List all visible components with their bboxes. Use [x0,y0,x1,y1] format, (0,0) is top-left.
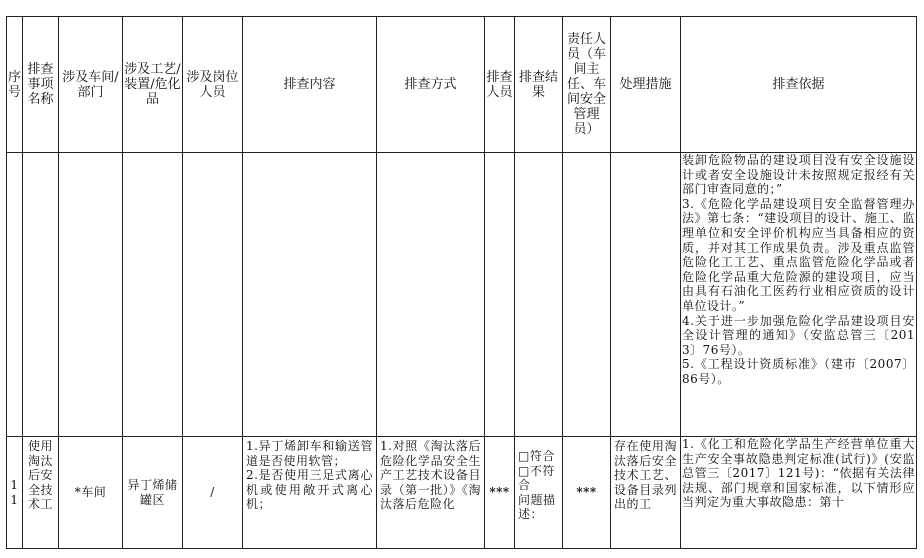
header-workshop: 涉及车间/部门 [59,17,123,153]
item-cell: 使用淘汰后安全技术工 [23,437,59,549]
responsible-cell: *** [563,437,611,549]
header-content: 排查内容 [243,17,377,153]
process-cell: 异丁烯储罐区 [123,437,183,549]
content-text: 1.异丁烯卸车和输送管道是否使用软管； 2.是否使用三足式离心机或使用敞开式离心机； [246,439,373,512]
workshop-cell: *车间 [59,437,123,549]
basis-text: 装卸危险物品的建设项目没有安全设施设计或者安全设施设计未按照规定报经有关部门审查同意的；” 3.《危险化学品建设项目安全监督管理办法》第七条：“建设项目的设计、施工、监理单位和安全评价机构应当具备相应的资质，并对其工作成果负责。涉及重点监管危险化工工艺、重点监管危险化学品或者危险化学品重大危险源的建设项目，应当由具有石油化工医药行业相应资质的设计单位设计。” 4.关于进一步加强危险化学品建设项目安全设计管理的通知》（安监总管三〔2013〕76号）。 5.《工程设计资质标准》（建市〔2007〕86号）。 [682,153,915,386]
result-description: 问题描述： [518,492,556,522]
method-cell: 1.对照《淘汰落后危险化学品安全生产工艺技术设备目录（第一批）》《淘汰落后危险化 [377,437,485,549]
header-post: 涉及岗位人员 [183,17,243,153]
header-measure: 处理措施 [611,17,681,153]
post-cell: / [183,437,243,549]
header-process: 涉及工艺/装置/危化品 [123,17,183,153]
content-cell [243,437,377,549]
result-cell [515,437,563,549]
measure-cell: 存在使用淘汰落后安全技术工艺、设备目录列出的工 [611,437,681,549]
basis-cell: 1.《化工和危险化学品生产经营单位重大生产安全事故隐患判定标准(试行)》(安监总管三〔2017〕121号)：“依据有关法律法规、部门规章和国家标准，以下情形应当判定为重大事故隐患：第十 [681,437,917,549]
header-seq: 序号 [7,17,23,153]
seq-cell: 11 [7,437,23,549]
basis-cell [681,153,917,437]
header-row [7,17,917,153]
header-responsible: 责任人员（车间主任、车间安全管理员） [563,17,611,153]
header-basis: 排查依据 [681,17,917,153]
table-row [7,437,917,549]
header-inspector: 排查人员 [485,17,515,153]
result-ok-checkbox[interactable]: □符合 [518,449,555,463]
inspection-table [6,16,917,549]
header-method: 排查方式 [377,17,485,153]
result-no-checkbox[interactable]: □不符合 [518,463,555,493]
inspector-cell: *** [485,437,515,549]
table-row [7,153,917,437]
header-result: 排查结果 [515,17,563,153]
header-item: 排查事项名称 [23,17,59,153]
